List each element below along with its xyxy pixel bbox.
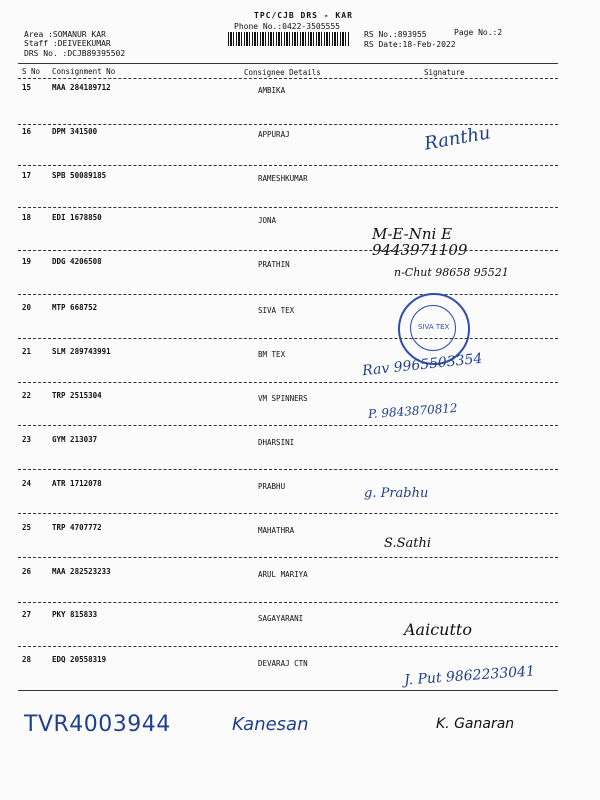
footer-signature: K. Ganaran [436, 716, 515, 732]
consignee-name: AMBIKA [258, 86, 286, 95]
consignee-name: PRABHU [258, 482, 286, 491]
row-divider [18, 425, 558, 426]
row-divider [18, 294, 558, 295]
consignee-name: ARUL MARIYA [258, 570, 308, 579]
consignment-number: SPB 50089185 [52, 171, 107, 180]
consignee-name: MAHATHRA [258, 526, 295, 535]
row-divider [18, 646, 558, 647]
signature: Aaicutto [404, 620, 472, 639]
row-divider [18, 557, 558, 558]
signature: S.Sathi [384, 536, 431, 551]
signature: n-Chut 98658 95521 [394, 266, 509, 279]
row-number: 18 [22, 213, 32, 222]
consignee-name: PRATHIN [258, 260, 290, 269]
phone-number: Phone No.:0422-3505555 [234, 22, 340, 31]
consignee-name: VM SPINNERS [258, 394, 308, 403]
consignment-number: DPM 341500 [52, 127, 98, 136]
staff-label: Staff :DEIVEEKUMAR [24, 39, 111, 48]
row-number: 16 [22, 127, 32, 136]
row-number: 23 [22, 435, 32, 444]
col-consignee: Consignee Details [244, 68, 321, 77]
header-divider [18, 63, 558, 64]
consignee-name: APPURAJ [258, 130, 290, 139]
row-number: 26 [22, 567, 32, 576]
row-divider [18, 165, 558, 166]
footer-code: TVR4003944 [24, 712, 171, 737]
consignment-number: MTP 668752 [52, 303, 98, 312]
col-s-no: S No [22, 67, 41, 76]
row-number: 27 [22, 610, 32, 619]
consignee-name: RAMESHKUMAR [258, 174, 308, 183]
rs-date: RS Date:18-Feb-2022 [364, 40, 456, 49]
table-bottom-line [18, 690, 558, 691]
consignee-name: DEVARAJ CTN [258, 659, 308, 668]
consignment-number: SLM 289743991 [52, 347, 111, 356]
row-divider [18, 513, 558, 514]
consignee-name: JONA [258, 216, 277, 225]
row-divider [18, 602, 558, 603]
consignment-number: PKY 815833 [52, 610, 98, 619]
col-signature: Signature [424, 68, 465, 77]
signature: g. Prabhu [364, 486, 429, 501]
row-number: 24 [22, 479, 32, 488]
consignment-number: TRP 4707772 [52, 523, 102, 532]
row-number: 19 [22, 257, 32, 266]
consignment-number: MAA 282523233 [52, 567, 111, 576]
row-number: 17 [22, 171, 32, 180]
consignment-number: GYM 213037 [52, 435, 98, 444]
row-divider [18, 338, 558, 339]
column-divider [18, 78, 558, 79]
consignment-number: MAA 284189712 [52, 83, 111, 92]
col-consignment: Consignment No [52, 67, 116, 76]
consignee-name: SAGAYARANI [258, 614, 304, 623]
consignment-number: TRP 2515304 [52, 391, 102, 400]
area-label: Area :SOMANUR KAR [24, 30, 106, 39]
page-number: Page No.:2 [454, 28, 503, 37]
signature: Rav 9965503354 [361, 350, 484, 380]
consignee-name: BM TEX [258, 350, 286, 359]
consignment-number: EDI 1678850 [52, 213, 102, 222]
consignee-name: DHARSINI [258, 438, 295, 447]
signature: M-E-Nni E 9443971109 [372, 225, 468, 259]
signature: J. Put 9862233041 [403, 663, 536, 689]
row-divider [18, 207, 558, 208]
footer-name: Kanesan [232, 714, 309, 735]
row-divider [18, 382, 558, 383]
row-number: 15 [22, 83, 32, 92]
consignee-name: SIVA TEX [258, 306, 295, 315]
barcode [228, 32, 350, 46]
consignment-number: DDG 4206508 [52, 257, 102, 266]
rs-number: RS No.:893955 [364, 30, 427, 39]
row-number: 28 [22, 655, 32, 664]
consignment-number: EDQ 20558319 [52, 655, 107, 664]
row-number: 20 [22, 303, 32, 312]
drs-number: DRS No. :DCJB89395502 [24, 49, 126, 58]
signature: P. 9843870812 [367, 400, 459, 422]
row-number: 22 [22, 391, 32, 400]
signature: Ranthu [422, 122, 493, 155]
page-title: TPC/CJB DRS - KAR [254, 11, 353, 20]
row-number: 21 [22, 347, 32, 356]
consignment-number: ATR 1712078 [52, 479, 102, 488]
stamp-text: SIVA TEX [418, 323, 450, 331]
row-divider [18, 250, 558, 251]
row-divider [18, 469, 558, 470]
row-number: 25 [22, 523, 32, 532]
